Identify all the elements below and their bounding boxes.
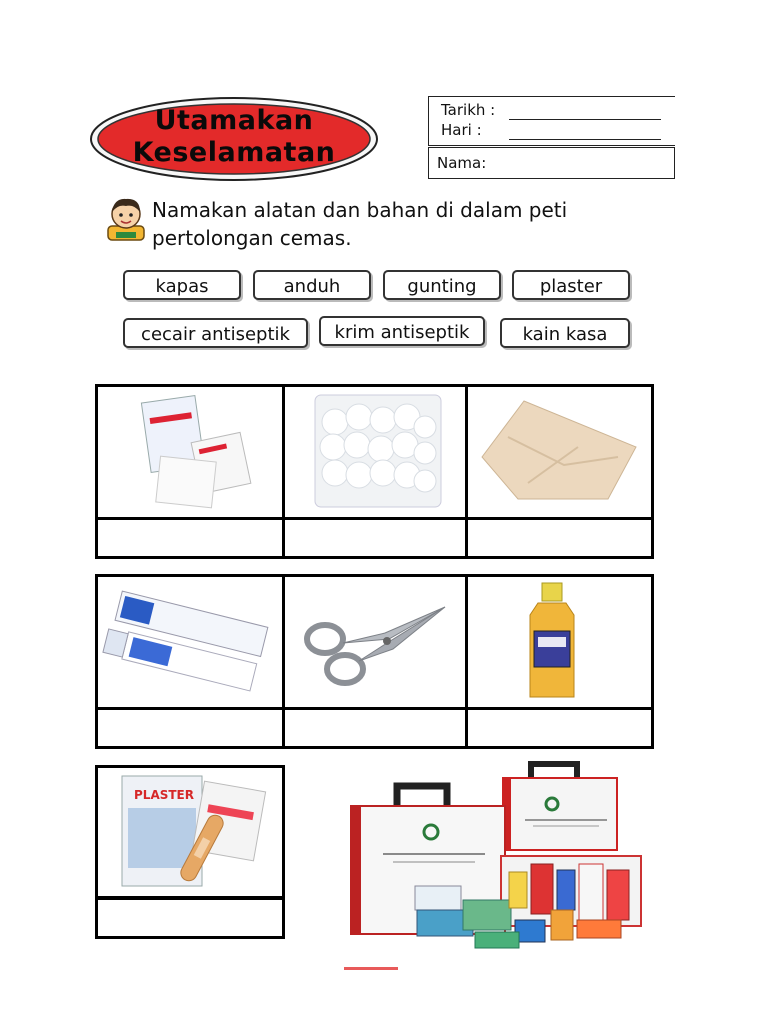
word-gunting[interactable]: gunting xyxy=(383,270,501,300)
image-cell-cecair-antiseptik xyxy=(465,574,654,710)
word-plaster[interactable]: plaster xyxy=(512,270,630,300)
hari-line[interactable] xyxy=(509,139,661,140)
answer-box-3[interactable] xyxy=(465,517,654,559)
tarikh-line[interactable] xyxy=(509,119,661,120)
cream-tube-icon xyxy=(98,577,282,707)
instruction-text: Namakan alatan dan bahan di dalam peti pertolongan cemas. xyxy=(152,198,568,250)
image-cell-kain-kasa xyxy=(95,384,285,520)
title-banner xyxy=(88,95,380,183)
answer-box-2[interactable] xyxy=(282,517,468,559)
first-aid-kit-icon xyxy=(345,760,650,960)
word-anduh[interactable]: anduh xyxy=(253,270,371,300)
answer-box-7[interactable] xyxy=(95,897,285,939)
gauze-pack-icon xyxy=(98,387,282,517)
bottom-red-mark xyxy=(344,967,398,970)
cotton-balls-icon xyxy=(285,387,465,517)
antiseptic-bottle-icon xyxy=(468,577,651,707)
hari-label: Hari : xyxy=(441,121,482,139)
name-box[interactable] xyxy=(428,147,675,179)
answer-box-5[interactable] xyxy=(282,707,468,749)
word-kapas[interactable]: kapas xyxy=(123,270,241,300)
answer-box-4[interactable] xyxy=(95,707,285,749)
date-day-box xyxy=(428,96,675,146)
answer-box-6[interactable] xyxy=(465,707,654,749)
scissors-icon xyxy=(285,577,465,707)
image-cell-anduh xyxy=(465,384,654,520)
kid-icon xyxy=(104,194,148,244)
nama-label: Nama: xyxy=(437,154,487,172)
title-line-1: Utamakan xyxy=(154,105,314,136)
answer-box-1[interactable] xyxy=(95,517,285,559)
word-cecair-antiseptik[interactable]: cecair antiseptik xyxy=(123,318,308,348)
triangular-bandage-icon xyxy=(468,387,651,517)
word-kain-kasa[interactable]: kain kasa xyxy=(500,318,630,348)
plaster-pack-label: PLASTER xyxy=(134,788,194,802)
image-cell-plaster xyxy=(95,765,285,899)
image-cell-gunting xyxy=(282,574,468,710)
word-krim-antiseptik[interactable]: krim antiseptik xyxy=(319,316,485,346)
title-line-2: Keselamatan xyxy=(132,137,336,168)
image-cell-krim-antiseptik xyxy=(95,574,285,710)
tarikh-label: Tarikh : xyxy=(441,101,496,119)
image-cell-kapas xyxy=(282,384,468,520)
first-aid-kit-image xyxy=(345,760,650,960)
